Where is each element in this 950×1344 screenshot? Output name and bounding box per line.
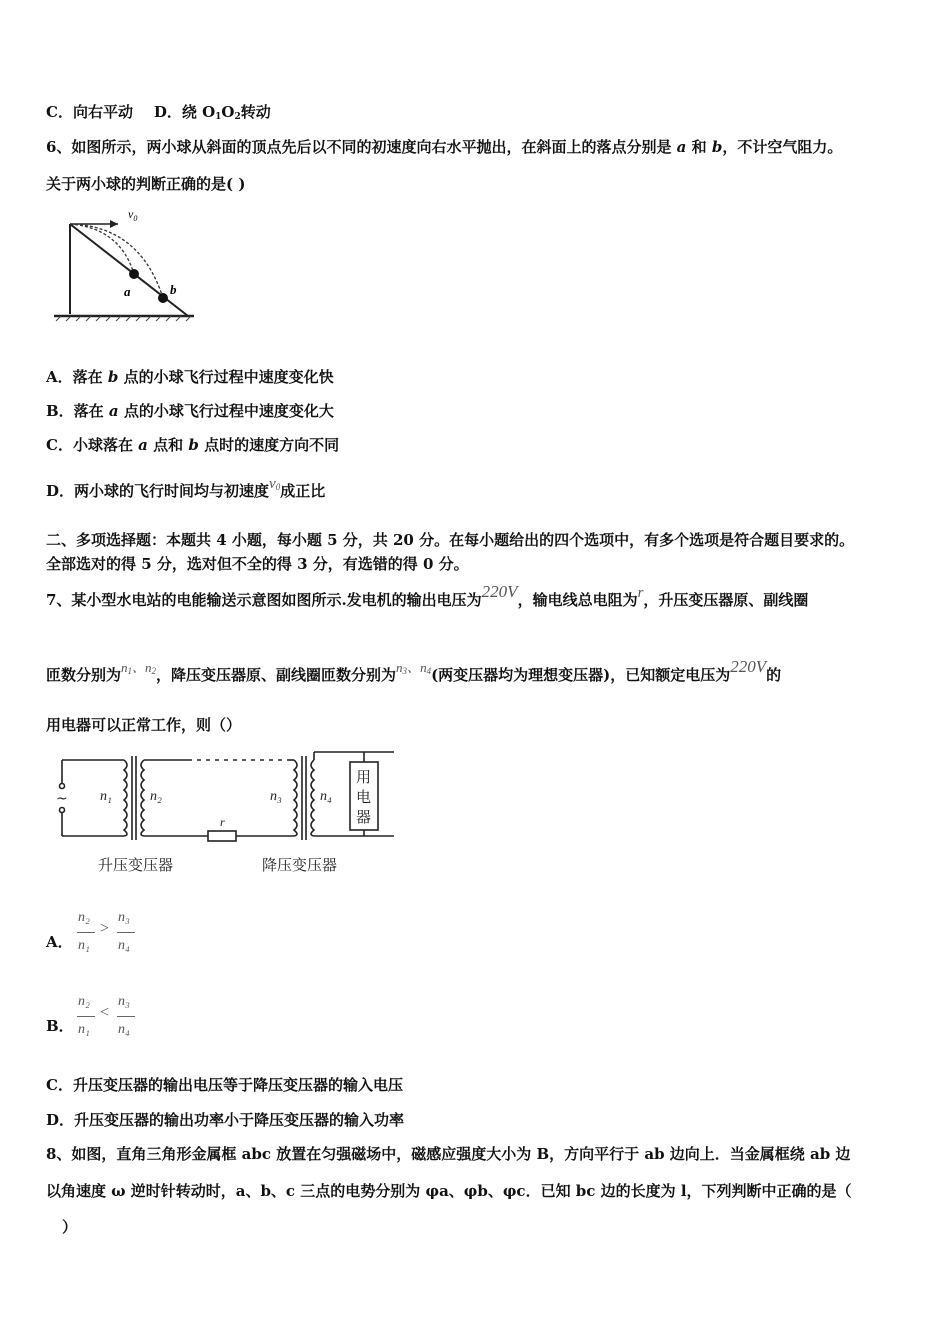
ball-a — [129, 269, 139, 279]
coil-n2 — [141, 760, 144, 836]
frac-b-lt: < — [100, 1004, 110, 1021]
generator-terminal-bottom — [60, 808, 65, 813]
frac-a-gt: > — [100, 920, 110, 937]
label-step-down: 降压变压器 — [262, 856, 338, 874]
section2-line2: 全部选对的得 5 分，选对但不全的得 3 分，有选错的得 0 分。 — [46, 555, 469, 573]
q7-option-a-label: A． — [46, 933, 73, 951]
q7-option-b-label: B． — [46, 1017, 74, 1035]
q6-option-a: A．落在 b 点的小球飞行过程中速度变化快 — [46, 368, 334, 386]
label-b: b — [170, 282, 177, 297]
frac-a-bar-right — [117, 932, 135, 933]
label-n2: n₂ — [150, 789, 162, 804]
q7-option-c: C．升压变压器的输出电压等于降压变压器的输入电压 — [46, 1076, 403, 1094]
frac-a-n1: n₁ — [78, 938, 90, 953]
q8-stem-line3: ） — [62, 1218, 78, 1236]
section2-line1: 二、多项选择题：本题共 4 小题，每小题 5 分，共 20 分。在每小题给出的四个选项中，有多个选项是符合题目要求的。 — [46, 531, 855, 549]
label-n3: n₃ — [270, 789, 282, 804]
q6-incline-figure — [50, 202, 200, 328]
q6-stem-line2: 关于两小球的判断正确的是( ) — [46, 175, 246, 193]
v0-label: $v_0$ — [128, 207, 138, 223]
q6-option-c: C．小球落在 a 点和 b 点时的速度方向不同 — [46, 436, 340, 454]
q5-options-cd: C．向右平动 D．绕 $O_1O_2$转动 — [46, 103, 271, 122]
q5-option-c: C．向右平动 — [46, 103, 133, 121]
label-a: a — [124, 284, 131, 299]
q5-option-d: D．绕 O — [153, 103, 216, 121]
load-char-3: 器 — [356, 808, 372, 826]
label-r: r — [220, 815, 225, 829]
q7-circuit-figure — [52, 748, 402, 878]
load-char-1: 用 — [356, 768, 372, 786]
frac-b-n1: n₁ — [78, 1022, 90, 1037]
q6-option-b: B．落在 a 点的小球飞行过程中速度变化大 — [46, 402, 334, 420]
q6-option-d: D．两小球的飞行时间均与初速度$v_0$成正比 — [46, 476, 326, 500]
frac-b-n2: n₂ — [78, 994, 90, 1009]
q6-stem-line1: 6、如图所示，两小球从斜面的顶点先后以不同的初速度向右水平抛出，在斜面上的落点分别是 a 和 b，不计空气阻力。 — [46, 138, 843, 156]
frac-a-bar-left — [77, 932, 95, 933]
label-step-up: 升压变压器 — [98, 856, 174, 874]
q7-stem-line1: 7、某小型水电站的电能输送示意图如图所示.发电机的输出电压为220V，输电线总电阻为r，升压变压器原、副线圈 — [46, 582, 809, 609]
ball-b — [158, 293, 168, 303]
coil-n3 — [294, 760, 297, 836]
ac-symbol: ~ — [56, 791, 68, 807]
q7-stem-line2: 匝数分别为$n_1$、$n_2$，降压变压器原、副线圈匝数分别为$n_3$、$n_4$(两变压器均为理想变压器)，已知额定电压为220V的 — [46, 657, 782, 684]
label-n4: n₄ — [320, 789, 332, 804]
frac-b-n3: n₃ — [118, 994, 130, 1009]
frac-b-bar-right — [117, 1016, 135, 1017]
generator-wire — [62, 760, 124, 836]
frac-b-n4: n₄ — [118, 1022, 130, 1037]
frac-a-n4: n₄ — [118, 938, 130, 953]
resistor-r — [208, 831, 236, 841]
q8-stem-line2: 以角速度 ω 逆时针转动时，a、b、c 三点的电势分别为 φa、φb、φc．已知 bc 边的长度为 l，下列判断中正确的是（ — [46, 1182, 852, 1200]
frac-a-n3: n₃ — [118, 910, 130, 925]
load-char-2: 电 — [356, 788, 372, 806]
incline-slope — [70, 224, 188, 316]
v0-arrowhead — [110, 220, 118, 228]
coil-n1 — [124, 760, 127, 836]
frac-a-n2: n₂ — [78, 910, 90, 925]
q7-stem-line3: 用电器可以正常工作，则（） — [46, 716, 242, 734]
q8-stem-line1: 8、如图，直角三角形金属框 abc 放置在匀强磁场中，磁感应强度大小为 B，方向平行于 ab 边向上．当金属框绕 ab 边 — [46, 1145, 851, 1163]
q7-option-d: D．升压变压器的输出功率小于降压变压器的输入功率 — [46, 1111, 405, 1129]
frac-b-bar-left — [77, 1016, 95, 1017]
label-n1: n₁ — [100, 789, 112, 804]
generator-terminal-top — [60, 784, 65, 789]
coil-n4 — [311, 760, 314, 836]
